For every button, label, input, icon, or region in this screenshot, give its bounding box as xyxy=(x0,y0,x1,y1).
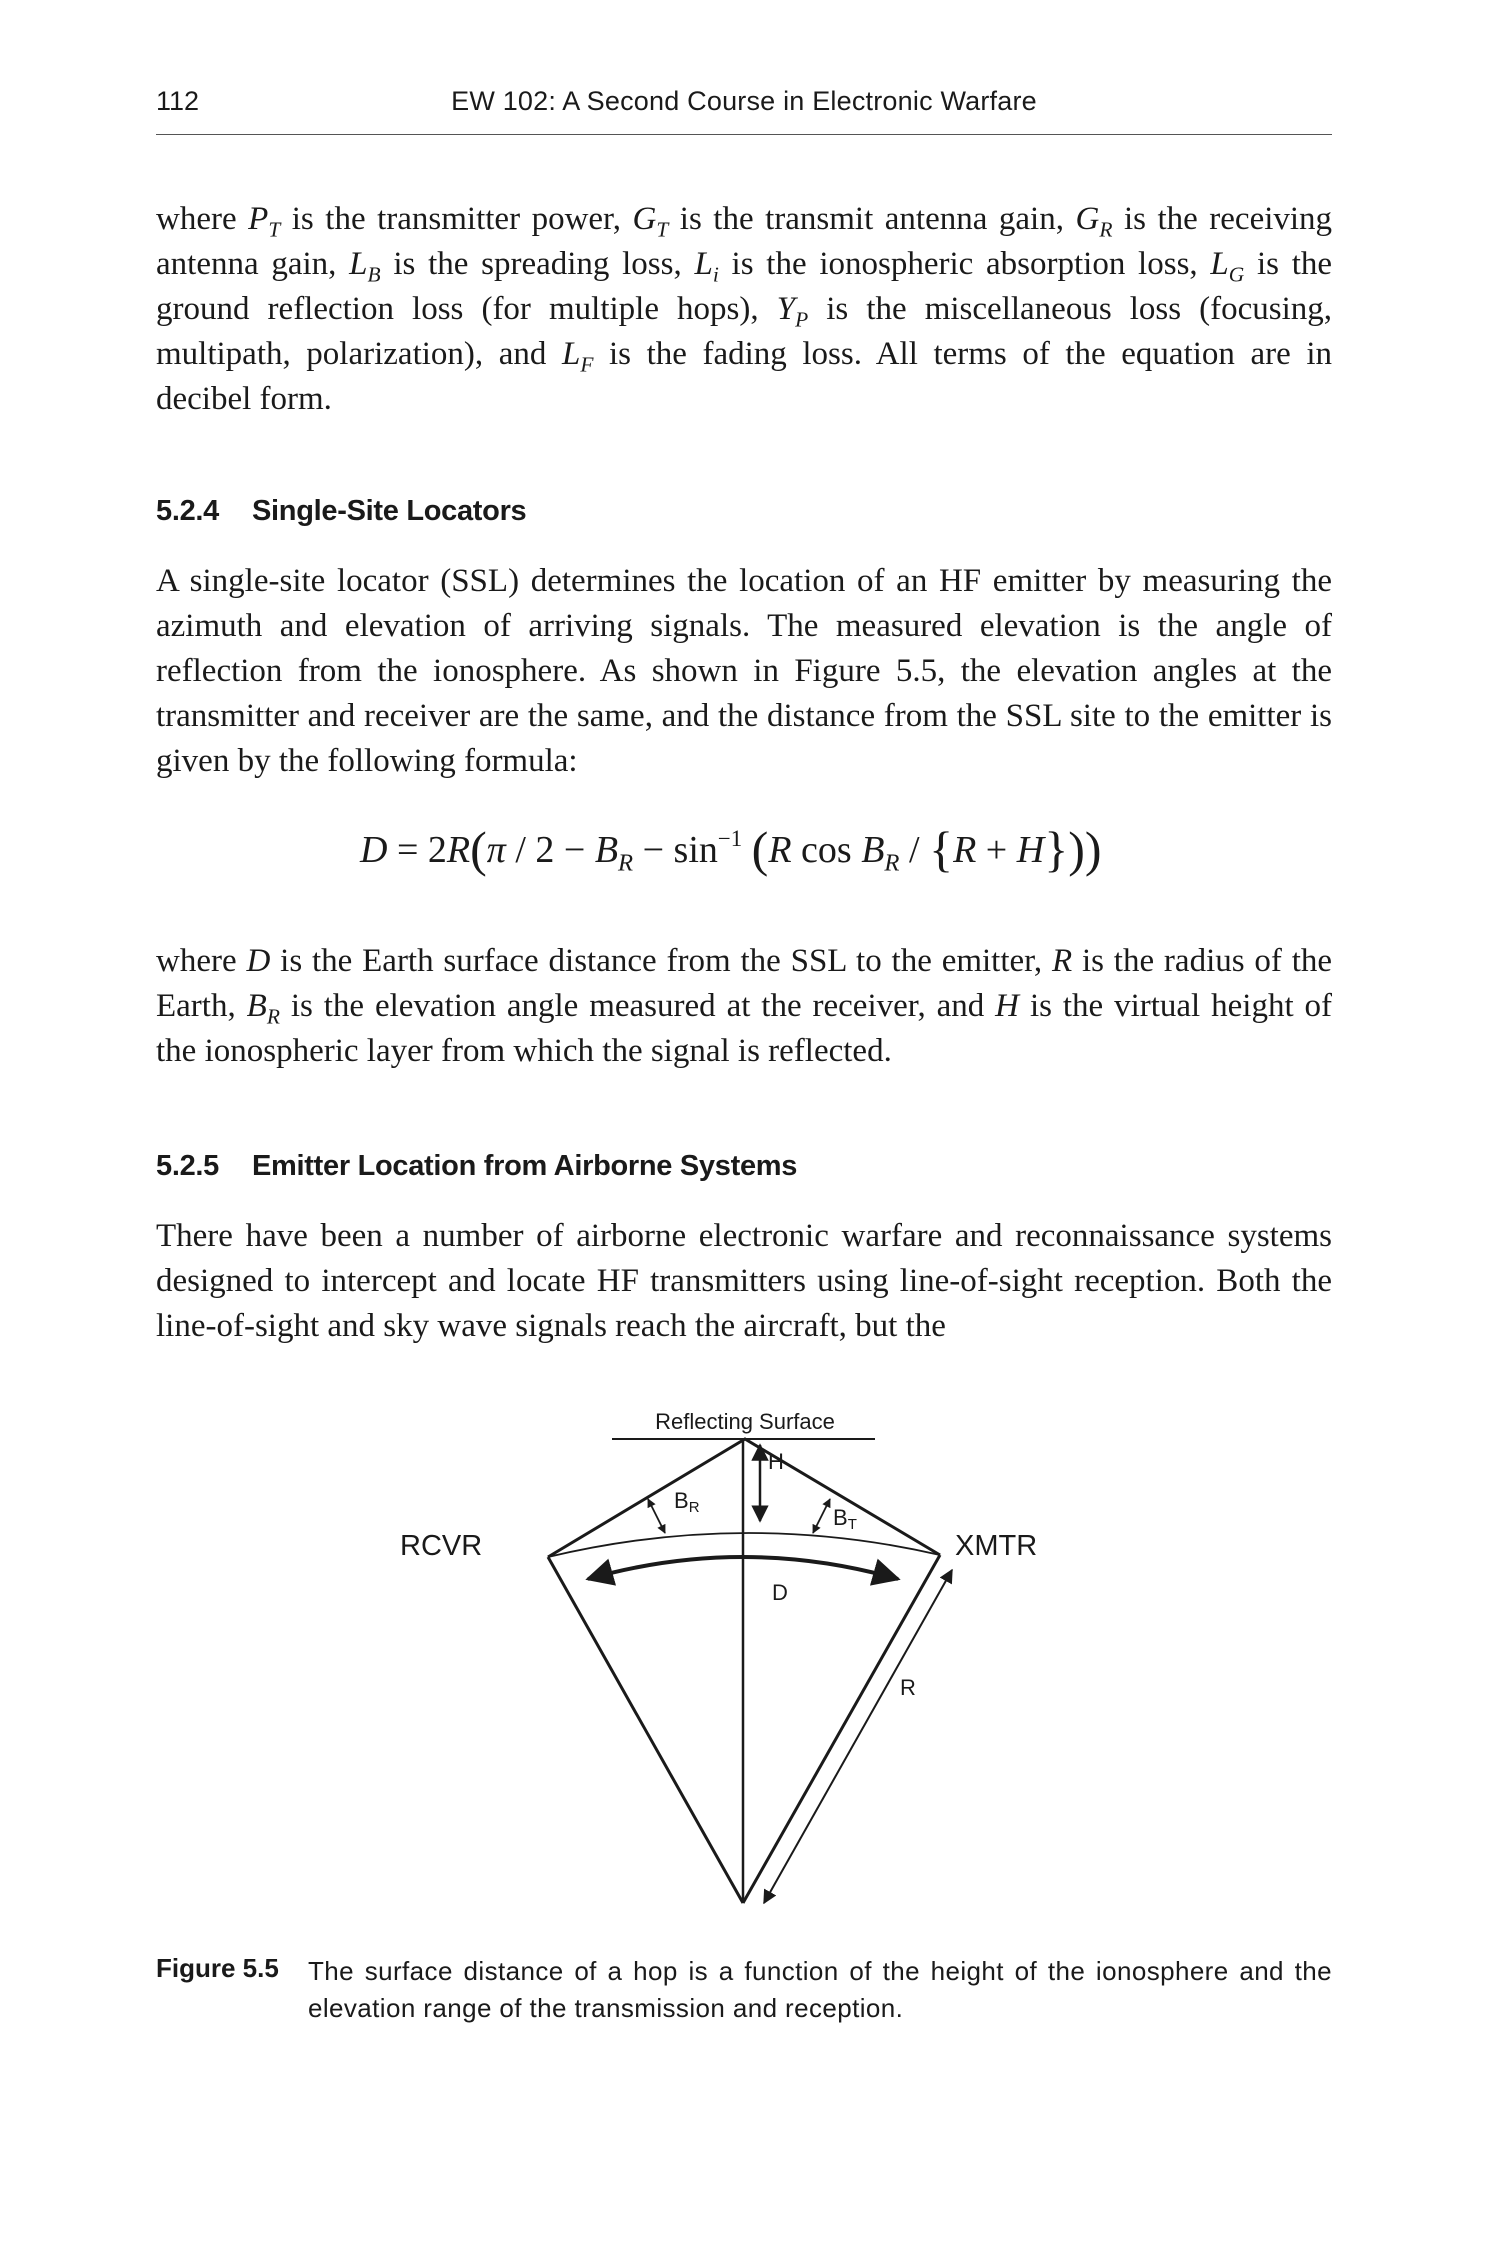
receiver-angle-label: BR xyxy=(674,1488,700,1516)
earth-radius-right xyxy=(743,1555,940,1903)
figure-caption-text: The surface distance of a hop is a function of the height of the ionosphere and the elevation range of the transmission and reception. xyxy=(308,1956,1332,2023)
xmtr-label: XMTR xyxy=(955,1530,1038,1562)
section-heading-5-2-5: 5.2.5 Emitter Location from Airborne Systems xyxy=(156,1150,798,1182)
paragraph-equation-terms: where $P_T$ is the transmitter power, $G_T$ is the transmit antenna gain, $G_R$ is the receiving antenna gain, $L_B$ is the spreading loss, $L_i$ is the ionospheric absorption loss, $L_G$ is the ground reflection loss (for multiple hops), $Y_P$ is the miscellaneous loss (focusing, multipath, polarization), and $L_F$ is the fading loss. All terms of the equation are in decibel form. xyxy=(156,201,1333,417)
figure-caption-label: Figure 5.5 xyxy=(156,1953,279,1983)
section-heading-5-2-4: 5.2.4 Single-Site Locators xyxy=(156,495,527,527)
paragraph-airborne-systems: There have been a number of airborne electronic warfare and reconnaissance systems designed to intercept and locate HF transmitters using line-of-sight reception. Both the line-of-sight and sky wave signals reach the aircraft, but the xyxy=(156,1218,1332,1344)
radius-label: R xyxy=(900,1675,916,1700)
figure-5-5-diagram xyxy=(400,1395,1080,1925)
height-label: H xyxy=(768,1449,784,1474)
rcvr-label: RCVR xyxy=(400,1530,483,1562)
receiver-angle-arrow xyxy=(648,1499,665,1533)
reflecting-surface-label: Reflecting Surface xyxy=(655,1409,835,1434)
transmitter-angle-label: BT xyxy=(833,1505,857,1533)
running-title: EW 102: A Second Course in Electronic Warfare xyxy=(451,86,1037,116)
paragraph-equation-definitions: where D is the Earth surface distance from the SSL to the emitter, R is the radius of the Earth, $B_R$ is the elevation angle measured at the receiver, and H is the virtual height of the ionospheric layer from which the signal is reflected. xyxy=(156,943,1333,1069)
distance-equation: $D = 2R(\pi / 2 - B_R - \sin^{-1} (R$ $\cos B_R / \{R + H\}$)) xyxy=(360,821,1102,877)
distance-label: D xyxy=(772,1580,788,1605)
page-number: 112 xyxy=(156,86,200,116)
paragraph-single-site-locators: A single-site locator (SSL) determines the location of an HF emitter by measuring the azimuth and elevation of arriving signals. The measured elevation is the angle of reflection from the ionosphere. As shown in Figure 5.5, the elevation angles at the transmitter and receiver are the same, and the distance from the SSL site to the emitter is given by the following formula: xyxy=(156,563,1332,779)
radius-arrow xyxy=(764,1570,952,1903)
transmitter-angle-arrow xyxy=(813,1499,830,1533)
earth-radius-left xyxy=(548,1557,743,1903)
page-header xyxy=(156,82,1332,135)
